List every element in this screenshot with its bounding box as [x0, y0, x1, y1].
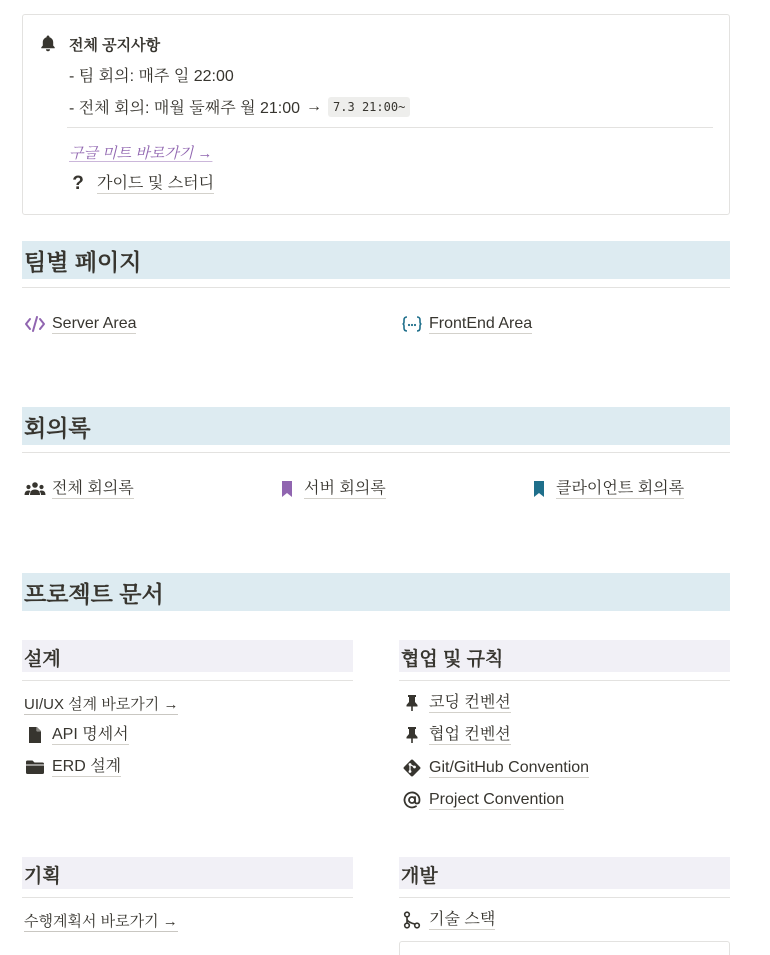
bell-icon	[39, 34, 57, 52]
subsection-divider	[399, 897, 730, 898]
question-mark-icon: ?	[72, 173, 84, 194]
notice-team-meeting: - 팀 회의: 매주 일 22:00	[69, 68, 234, 85]
notice-divider	[67, 127, 713, 128]
guide-study-link[interactable]: 가이드 및 스터디	[97, 175, 215, 192]
api-spec-label[interactable]: API 명세서	[52, 726, 129, 743]
uiux-design-link[interactable]: UI/UX 설계 바로가기 →	[24, 696, 179, 713]
section-project-docs: 프로젝트 문서	[22, 573, 730, 611]
document-icon	[24, 725, 46, 745]
pin-icon	[401, 693, 423, 713]
server-minutes-label[interactable]: 서버 회의록	[304, 480, 386, 497]
frontend-area-label[interactable]: FrontEnd Area	[429, 315, 533, 332]
client-minutes-link[interactable]	[528, 479, 684, 499]
erd-design-link[interactable]	[24, 757, 121, 777]
subsection-dev: 개발	[399, 857, 730, 889]
coding-convention-link[interactable]	[401, 693, 511, 713]
frontend-area-link[interactable]	[401, 314, 532, 334]
server-area-label[interactable]: Server Area	[52, 315, 137, 332]
server-minutes-link[interactable]	[276, 479, 386, 499]
notice-callout	[22, 14, 730, 215]
section-divider	[22, 287, 730, 288]
server-area-link[interactable]	[24, 314, 136, 334]
bookmark-icon	[276, 479, 298, 499]
braces-icon	[401, 314, 423, 334]
tech-stack-label[interactable]: 기술 스택	[429, 911, 496, 928]
collab-convention-link[interactable]	[401, 725, 511, 745]
subsection-design: 설계	[22, 640, 353, 672]
google-meet-link[interactable]: 구글 미트 바로가기 →	[69, 145, 213, 162]
subsection-collab: 협업 및 규칙	[399, 640, 730, 672]
project-convention-link[interactable]	[401, 790, 564, 810]
notice-all-meeting	[69, 95, 410, 118]
guide-link-row[interactable]	[69, 173, 214, 195]
arrow-icon: →	[306, 97, 323, 115]
api-spec-link[interactable]	[24, 725, 129, 745]
subsection-divider	[22, 897, 353, 898]
subsection-planning: 기획	[22, 857, 353, 889]
subsection-divider	[22, 680, 353, 681]
all-minutes-label[interactable]: 전체 회의록	[52, 480, 134, 497]
embedded-block	[399, 941, 730, 955]
project-convention-label[interactable]: Project Convention	[429, 791, 565, 808]
code-icon	[24, 314, 46, 334]
section-team-pages: 팀별 페이지	[22, 241, 730, 279]
tech-stack-link[interactable]	[401, 910, 495, 930]
client-minutes-label[interactable]: 클라이언트 회의록	[556, 480, 685, 497]
plan-doc-link[interactable]: 수행계획서 바로가기 →	[24, 913, 178, 930]
git-convention-link[interactable]	[401, 758, 589, 778]
section-minutes: 회의록	[22, 407, 730, 445]
erd-design-label[interactable]: ERD 설계	[52, 758, 122, 775]
coding-convention-label[interactable]: 코딩 컨벤션	[429, 694, 511, 711]
people-icon	[24, 479, 46, 499]
branch-icon	[401, 910, 423, 930]
all-minutes-link[interactable]	[24, 479, 134, 499]
git-convention-label[interactable]: Git/GitHub Convention	[429, 759, 590, 776]
subsection-divider	[399, 680, 730, 681]
at-sign-icon	[401, 790, 423, 810]
git-icon	[401, 758, 423, 778]
pin-icon	[401, 725, 423, 745]
collab-convention-label[interactable]: 협업 컨벤션	[429, 726, 511, 743]
notice-title: 전체 공지사항	[69, 37, 161, 54]
folder-icon	[24, 757, 46, 777]
section-divider	[22, 452, 730, 453]
bookmark-icon	[528, 479, 550, 499]
inline-code: 7.3 21:00~	[328, 97, 410, 117]
notice-all-meeting-text: - 전체 회의: 매월 둘째주 월 21:00	[69, 100, 301, 117]
